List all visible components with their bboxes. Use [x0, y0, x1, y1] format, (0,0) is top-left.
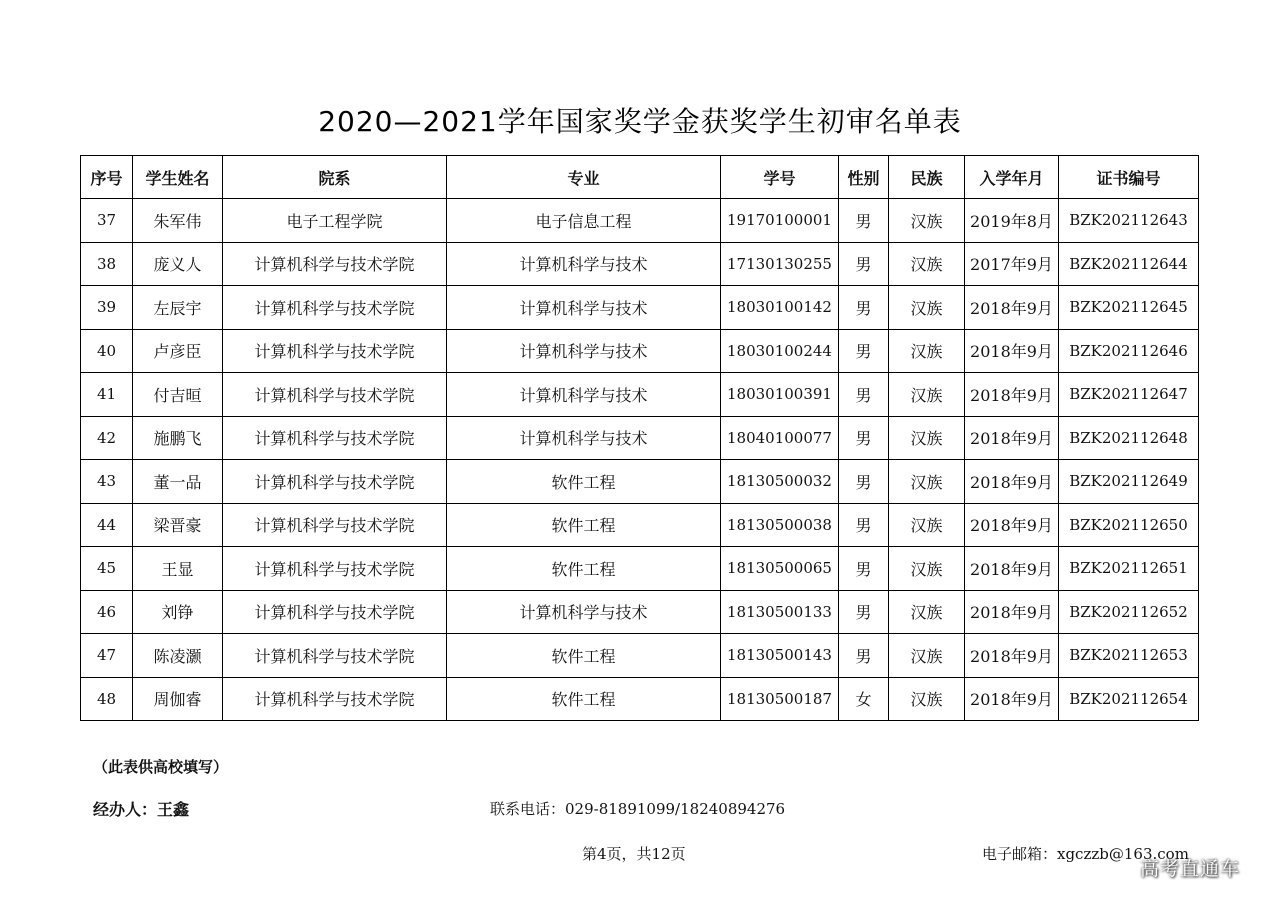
- cell-certificate-number: BZK202112646: [1059, 329, 1199, 373]
- cell-index: 44: [81, 503, 133, 547]
- cell-certificate-number: BZK202112645: [1059, 286, 1199, 330]
- cell-student-id: 18130500133: [721, 590, 839, 634]
- cell-department: 计算机科学与技术学院: [223, 242, 447, 286]
- cell-certificate-number: BZK202112644: [1059, 242, 1199, 286]
- cell-ethnicity: 汉族: [889, 373, 965, 417]
- cell-ethnicity: 汉族: [889, 199, 965, 243]
- cell-index: 39: [81, 286, 133, 330]
- table-row: [81, 416, 1199, 460]
- cell-student-id: 18130500143: [721, 634, 839, 678]
- cell-major: 计算机科学与技术: [447, 329, 721, 373]
- cell-enrollment-date: 2018年9月: [965, 373, 1059, 417]
- cell-ethnicity: 汉族: [889, 329, 965, 373]
- cell-certificate-number: BZK202112643: [1059, 199, 1199, 243]
- cell-index: 47: [81, 634, 133, 678]
- cell-student-name: 庞义人: [133, 242, 223, 286]
- cell-student-name: 梁晋豪: [133, 503, 223, 547]
- table-row: [81, 373, 1199, 417]
- cell-enrollment-date: 2018年9月: [965, 590, 1059, 634]
- cell-enrollment-date: 2018年9月: [965, 286, 1059, 330]
- cell-major: 计算机科学与技术: [447, 286, 721, 330]
- cell-certificate-number: BZK202112651: [1059, 547, 1199, 591]
- cell-student-name: 周伽睿: [133, 677, 223, 721]
- cell-gender: 男: [839, 329, 889, 373]
- table-row: [81, 590, 1199, 634]
- cell-major: 计算机科学与技术: [447, 590, 721, 634]
- header-student-id: 学号: [721, 156, 839, 199]
- table-body: [81, 199, 1199, 721]
- cell-department: 计算机科学与技术学院: [223, 547, 447, 591]
- table-row: [81, 677, 1199, 721]
- cell-ethnicity: 汉族: [889, 416, 965, 460]
- cell-department: 计算机科学与技术学院: [223, 286, 447, 330]
- cell-department: 计算机科学与技术学院: [223, 460, 447, 504]
- cell-index: 40: [81, 329, 133, 373]
- handler-name: 经办人：王鑫: [93, 800, 190, 819]
- cell-certificate-number: BZK202112648: [1059, 416, 1199, 460]
- table-row: [81, 503, 1199, 547]
- cell-index: 37: [81, 199, 133, 243]
- scholarship-roster-table: [80, 155, 1199, 721]
- cell-department: 计算机科学与技术学院: [223, 634, 447, 678]
- cell-gender: 男: [839, 242, 889, 286]
- page-number: 第4页，共12页: [582, 845, 686, 863]
- cell-department: 计算机科学与技术学院: [223, 503, 447, 547]
- header-ethnicity: 民族: [889, 156, 965, 199]
- cell-major: 软件工程: [447, 460, 721, 504]
- cell-enrollment-date: 2017年9月: [965, 242, 1059, 286]
- cell-ethnicity: 汉族: [889, 547, 965, 591]
- cell-index: 38: [81, 242, 133, 286]
- cell-student-name: 刘铮: [133, 590, 223, 634]
- cell-major: 电子信息工程: [447, 199, 721, 243]
- cell-ethnicity: 汉族: [889, 242, 965, 286]
- cell-certificate-number: BZK202112647: [1059, 373, 1199, 417]
- cell-gender: 男: [839, 373, 889, 417]
- header-certificate-number: 证书编号: [1059, 156, 1199, 199]
- cell-student-id: 18130500038: [721, 503, 839, 547]
- cell-certificate-number: BZK202112650: [1059, 503, 1199, 547]
- table-row: [81, 199, 1199, 243]
- cell-gender: 女: [839, 677, 889, 721]
- cell-major: 软件工程: [447, 677, 721, 721]
- cell-department: 计算机科学与技术学院: [223, 329, 447, 373]
- cell-student-id: 19170100001: [721, 199, 839, 243]
- cell-enrollment-date: 2018年9月: [965, 460, 1059, 504]
- cell-student-name: 施鹏飞: [133, 416, 223, 460]
- table-row: [81, 460, 1199, 504]
- cell-enrollment-date: 2019年8月: [965, 199, 1059, 243]
- header-major: 专业: [447, 156, 721, 199]
- cell-ethnicity: 汉族: [889, 503, 965, 547]
- cell-certificate-number: BZK202112654: [1059, 677, 1199, 721]
- cell-gender: 男: [839, 590, 889, 634]
- cell-department: 计算机科学与技术学院: [223, 373, 447, 417]
- contact-phone: 联系电话：029-81891099/18240894276: [490, 800, 786, 818]
- cell-major: 软件工程: [447, 547, 721, 591]
- cell-major: 计算机科学与技术: [447, 373, 721, 417]
- header-student-name: 学生姓名: [133, 156, 223, 199]
- header-enrollment-date: 入学年月: [965, 156, 1059, 199]
- cell-gender: 男: [839, 286, 889, 330]
- table-row: [81, 547, 1199, 591]
- cell-department: 计算机科学与技术学院: [223, 677, 447, 721]
- cell-enrollment-date: 2018年9月: [965, 503, 1059, 547]
- header-gender: 性别: [839, 156, 889, 199]
- cell-enrollment-date: 2018年9月: [965, 677, 1059, 721]
- cell-gender: 男: [839, 460, 889, 504]
- cell-gender: 男: [839, 503, 889, 547]
- cell-ethnicity: 汉族: [889, 286, 965, 330]
- cell-department: 计算机科学与技术学院: [223, 416, 447, 460]
- cell-enrollment-date: 2018年9月: [965, 329, 1059, 373]
- table-row: [81, 634, 1199, 678]
- cell-certificate-number: BZK202112649: [1059, 460, 1199, 504]
- cell-certificate-number: BZK202112652: [1059, 590, 1199, 634]
- cell-student-id: 17130130255: [721, 242, 839, 286]
- cell-department: 计算机科学与技术学院: [223, 590, 447, 634]
- cell-gender: 男: [839, 199, 889, 243]
- cell-student-name: 王显: [133, 547, 223, 591]
- table-row: [81, 329, 1199, 373]
- cell-ethnicity: 汉族: [889, 677, 965, 721]
- cell-student-name: 左辰宇: [133, 286, 223, 330]
- cell-index: 41: [81, 373, 133, 417]
- cell-department: 电子工程学院: [223, 199, 447, 243]
- header-department: 院系: [223, 156, 447, 199]
- cell-index: 43: [81, 460, 133, 504]
- cell-student-name: 董一品: [133, 460, 223, 504]
- watermark: 高考直通车: [1140, 858, 1241, 880]
- cell-student-id: 18030100391: [721, 373, 839, 417]
- form-note: （此表供高校填写）: [93, 758, 229, 776]
- contact-email: 电子邮箱：xgczzb@163.com: [982, 845, 1189, 863]
- cell-enrollment-date: 2018年9月: [965, 634, 1059, 678]
- cell-student-id: 18030100244: [721, 329, 839, 373]
- cell-gender: 男: [839, 634, 889, 678]
- cell-student-name: 付吉晅: [133, 373, 223, 417]
- cell-enrollment-date: 2018年9月: [965, 547, 1059, 591]
- table-row: [81, 286, 1199, 330]
- cell-index: 42: [81, 416, 133, 460]
- cell-index: 48: [81, 677, 133, 721]
- cell-major: 软件工程: [447, 503, 721, 547]
- table-header-row: [81, 156, 1199, 199]
- cell-gender: 男: [839, 547, 889, 591]
- cell-major: 计算机科学与技术: [447, 416, 721, 460]
- cell-student-name: 朱军伟: [133, 199, 223, 243]
- cell-student-id: 18130500065: [721, 547, 839, 591]
- table-row: [81, 242, 1199, 286]
- cell-index: 45: [81, 547, 133, 591]
- cell-major: 软件工程: [447, 634, 721, 678]
- cell-major: 计算机科学与技术: [447, 242, 721, 286]
- cell-enrollment-date: 2018年9月: [965, 416, 1059, 460]
- header-index: 序号: [81, 156, 133, 199]
- cell-certificate-number: BZK202112653: [1059, 634, 1199, 678]
- cell-student-id: 18030100142: [721, 286, 839, 330]
- cell-student-id: 18130500187: [721, 677, 839, 721]
- cell-ethnicity: 汉族: [889, 634, 965, 678]
- cell-ethnicity: 汉族: [889, 590, 965, 634]
- document-title: 2020—2021学年国家奖学金获奖学生初审名单表: [318, 105, 962, 138]
- cell-student-name: 陈凌灏: [133, 634, 223, 678]
- cell-gender: 男: [839, 416, 889, 460]
- cell-student-id: 18040100077: [721, 416, 839, 460]
- cell-ethnicity: 汉族: [889, 460, 965, 504]
- cell-index: 46: [81, 590, 133, 634]
- cell-student-id: 18130500032: [721, 460, 839, 504]
- cell-student-name: 卢彦臣: [133, 329, 223, 373]
